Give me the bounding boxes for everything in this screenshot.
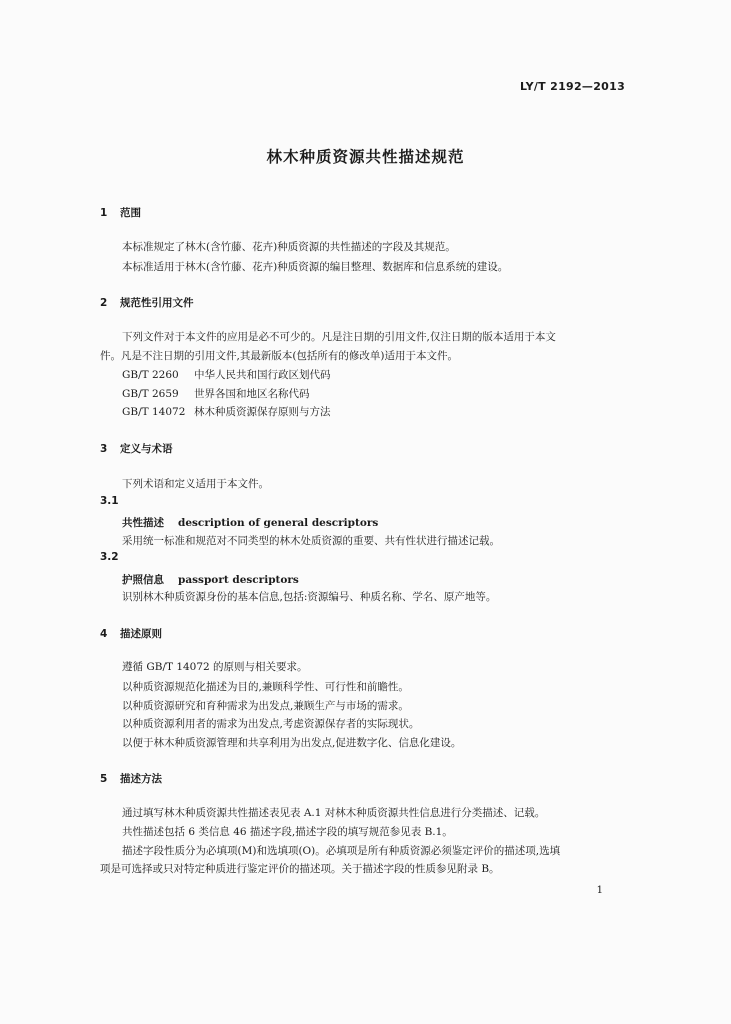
term-english: description of general descriptors xyxy=(178,517,379,529)
paragraph: 下列文件对于本文件的应用是必不可少的。凡是注日期的引用文件,仅注日期的版本适用于本文 xyxy=(122,331,556,343)
reference-code: GB/T 2260 xyxy=(122,369,179,381)
reference-item xyxy=(122,387,310,401)
section-number: 5 xyxy=(100,773,108,785)
paragraph: 下列术语和定义适用于本文件。 xyxy=(122,478,269,490)
section-4-heading xyxy=(100,626,162,641)
paragraph: 描述字段性质分为必填项(M)和选填项(O)。必填项是所有种质资源必须鉴定评价的描述项,选填 xyxy=(122,845,561,857)
document-title: 林木种质资源共性描述规范 xyxy=(266,148,465,166)
paragraph: 件。凡是不注日期的引用文件,其最新版本(包括所有的修改单)适用于本文件。 xyxy=(100,350,459,362)
reference-title: 中华人民共和国行政区划代码 xyxy=(194,369,331,381)
page-number: 1 xyxy=(596,885,603,896)
standard-code: LY/T 2192—2013 xyxy=(520,80,626,93)
section-title: 描述原则 xyxy=(120,628,162,640)
paragraph: 项是可选择或只对特定种质进行鉴定评价的描述项。关于描述字段的性质参见附录 B。 xyxy=(100,863,500,875)
section-title: 描述方法 xyxy=(120,773,162,785)
paragraph: 通过填写林木种质资源共性描述表见表 A.1 对林木种质资源共性信息进行分类描述、记载。 xyxy=(122,807,546,819)
section-title: 定义与术语 xyxy=(120,443,173,455)
term-number: 3.1 xyxy=(100,495,119,507)
paragraph: 本标准规定了林木(含竹藤、花卉)种质资源的共性描述的字段及其规范。 xyxy=(122,241,456,253)
term-definition: 识别林木种质资源身份的基本信息,包括:资源编号、种质名称、学名、原产地等。 xyxy=(122,591,497,603)
section-title: 范围 xyxy=(120,207,141,219)
section-number: 2 xyxy=(100,297,108,309)
reference-title: 世界各国和地区名称代码 xyxy=(194,388,310,400)
section-number: 3 xyxy=(100,443,108,455)
section-number: 1 xyxy=(100,207,108,219)
section-number: 4 xyxy=(100,628,108,640)
paragraph: 本标准适用于林木(含竹藤、花卉)种质资源的编目整理、数据库和信息系统的建设。 xyxy=(122,261,509,273)
term-entry xyxy=(122,572,299,587)
reference-item xyxy=(122,368,331,382)
section-5-heading xyxy=(100,771,162,786)
reference-title: 林木种质资源保存原则与方法 xyxy=(194,406,331,418)
paragraph: 共性描述包括 6 类信息 46 描述字段,描述字段的填写规范参见表 B.1。 xyxy=(122,826,453,838)
term-number: 3.2 xyxy=(100,551,119,563)
reference-item xyxy=(122,405,331,419)
paragraph: 以种质资源规范化描述为目的,兼顾科学性、可行性和前瞻性。 xyxy=(122,681,409,693)
section-2-heading xyxy=(100,295,194,310)
term-definition: 采用统一标准和规范对不同类型的林木处质资源的重要、共有性状进行描述记载。 xyxy=(122,535,500,547)
reference-code: GB/T 2659 xyxy=(122,388,179,400)
paragraph: 以便于林木种质资源管理和共享利用为出发点,促进数字化、信息化建设。 xyxy=(122,737,462,749)
term-chinese: 共性描述 xyxy=(122,517,164,529)
term-english: passport descriptors xyxy=(178,574,299,586)
section-1-heading xyxy=(100,205,141,220)
paragraph: 以种质资源研究和育种需求为出发点,兼顾生产与市场的需求。 xyxy=(122,700,409,712)
reference-code: GB/T 14072 xyxy=(122,406,186,418)
section-3-heading xyxy=(100,441,173,456)
paragraph: 以种质资源利用者的需求为出发点,考虑资源保存者的实际现状。 xyxy=(122,718,420,730)
term-chinese: 护照信息 xyxy=(122,574,164,586)
term-entry xyxy=(122,515,378,530)
section-title: 规范性引用文件 xyxy=(120,297,194,309)
paragraph: 遵循 GB/T 14072 的原则与相关要求。 xyxy=(122,661,308,673)
